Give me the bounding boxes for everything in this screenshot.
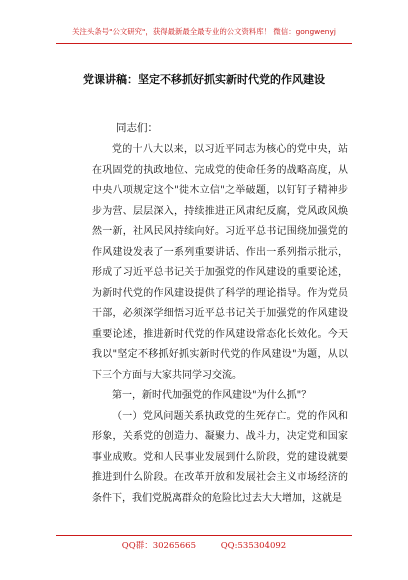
footer-contact bbox=[0, 540, 408, 552]
body-paragraph: 党的十八大以来，以习近平同志为核心的党中央，站在巩固党的执政地位、完成党的使命任务的战略高度，从中央八项规定这个"徙木立信"之举破题，以钉钉子精神步步为营、层层深入，持续推进正风肃纪反腐，党风政风焕然一新，社风民风持续向好。习近平总书记围绕加强党的作风建设发表了一系列重要讲话、作出一系列指示批示，形成了习近平总书记关于加强党的作风建设的重要论述，为新时代党的作风建设提供了科学的理论指导。作为党员干部，必须深学细悟习近平总书记关于加强党的作风建设重要论述，推进新时代党的作风建设常态化长效化。今天我以"坚定不移抓好抓实新时代党的作风建设"为题，从以下三个方面与大家共同学习交流。 bbox=[92, 144, 348, 381]
document-body bbox=[92, 140, 348, 509]
header-notice: 关注头条号"公文研究"，获得最新最全最专业的公文资料库！ 微信：gongwenyj bbox=[72, 27, 336, 36]
body-paragraph: （一）党风问题关系执政党的生死存亡。党的作风和形象，关系党的创造力、凝聚力、战斗力，决定党和国家事业成败。党和人民事业发展到什么阶段，党的建设就要推进到什么阶段。在改革开放和发展社会主义市场经济的条件下，我们党脱离群众的危险比过去大大增加，这就是 bbox=[92, 410, 348, 504]
salutation: 同志们： bbox=[116, 122, 158, 134]
header-divider bbox=[56, 43, 352, 44]
section-heading: 第一，新时代加强党的作风建设"为什么抓"？ bbox=[112, 390, 312, 401]
footer-qq-group: QQ群：30265665 bbox=[121, 541, 196, 551]
document-title: 党课讲稿：坚定不移抓好抓实新时代党的作风建设 bbox=[83, 73, 325, 86]
footer-qq: QQ:535304092 bbox=[220, 541, 287, 551]
footer-divider bbox=[56, 535, 352, 536]
